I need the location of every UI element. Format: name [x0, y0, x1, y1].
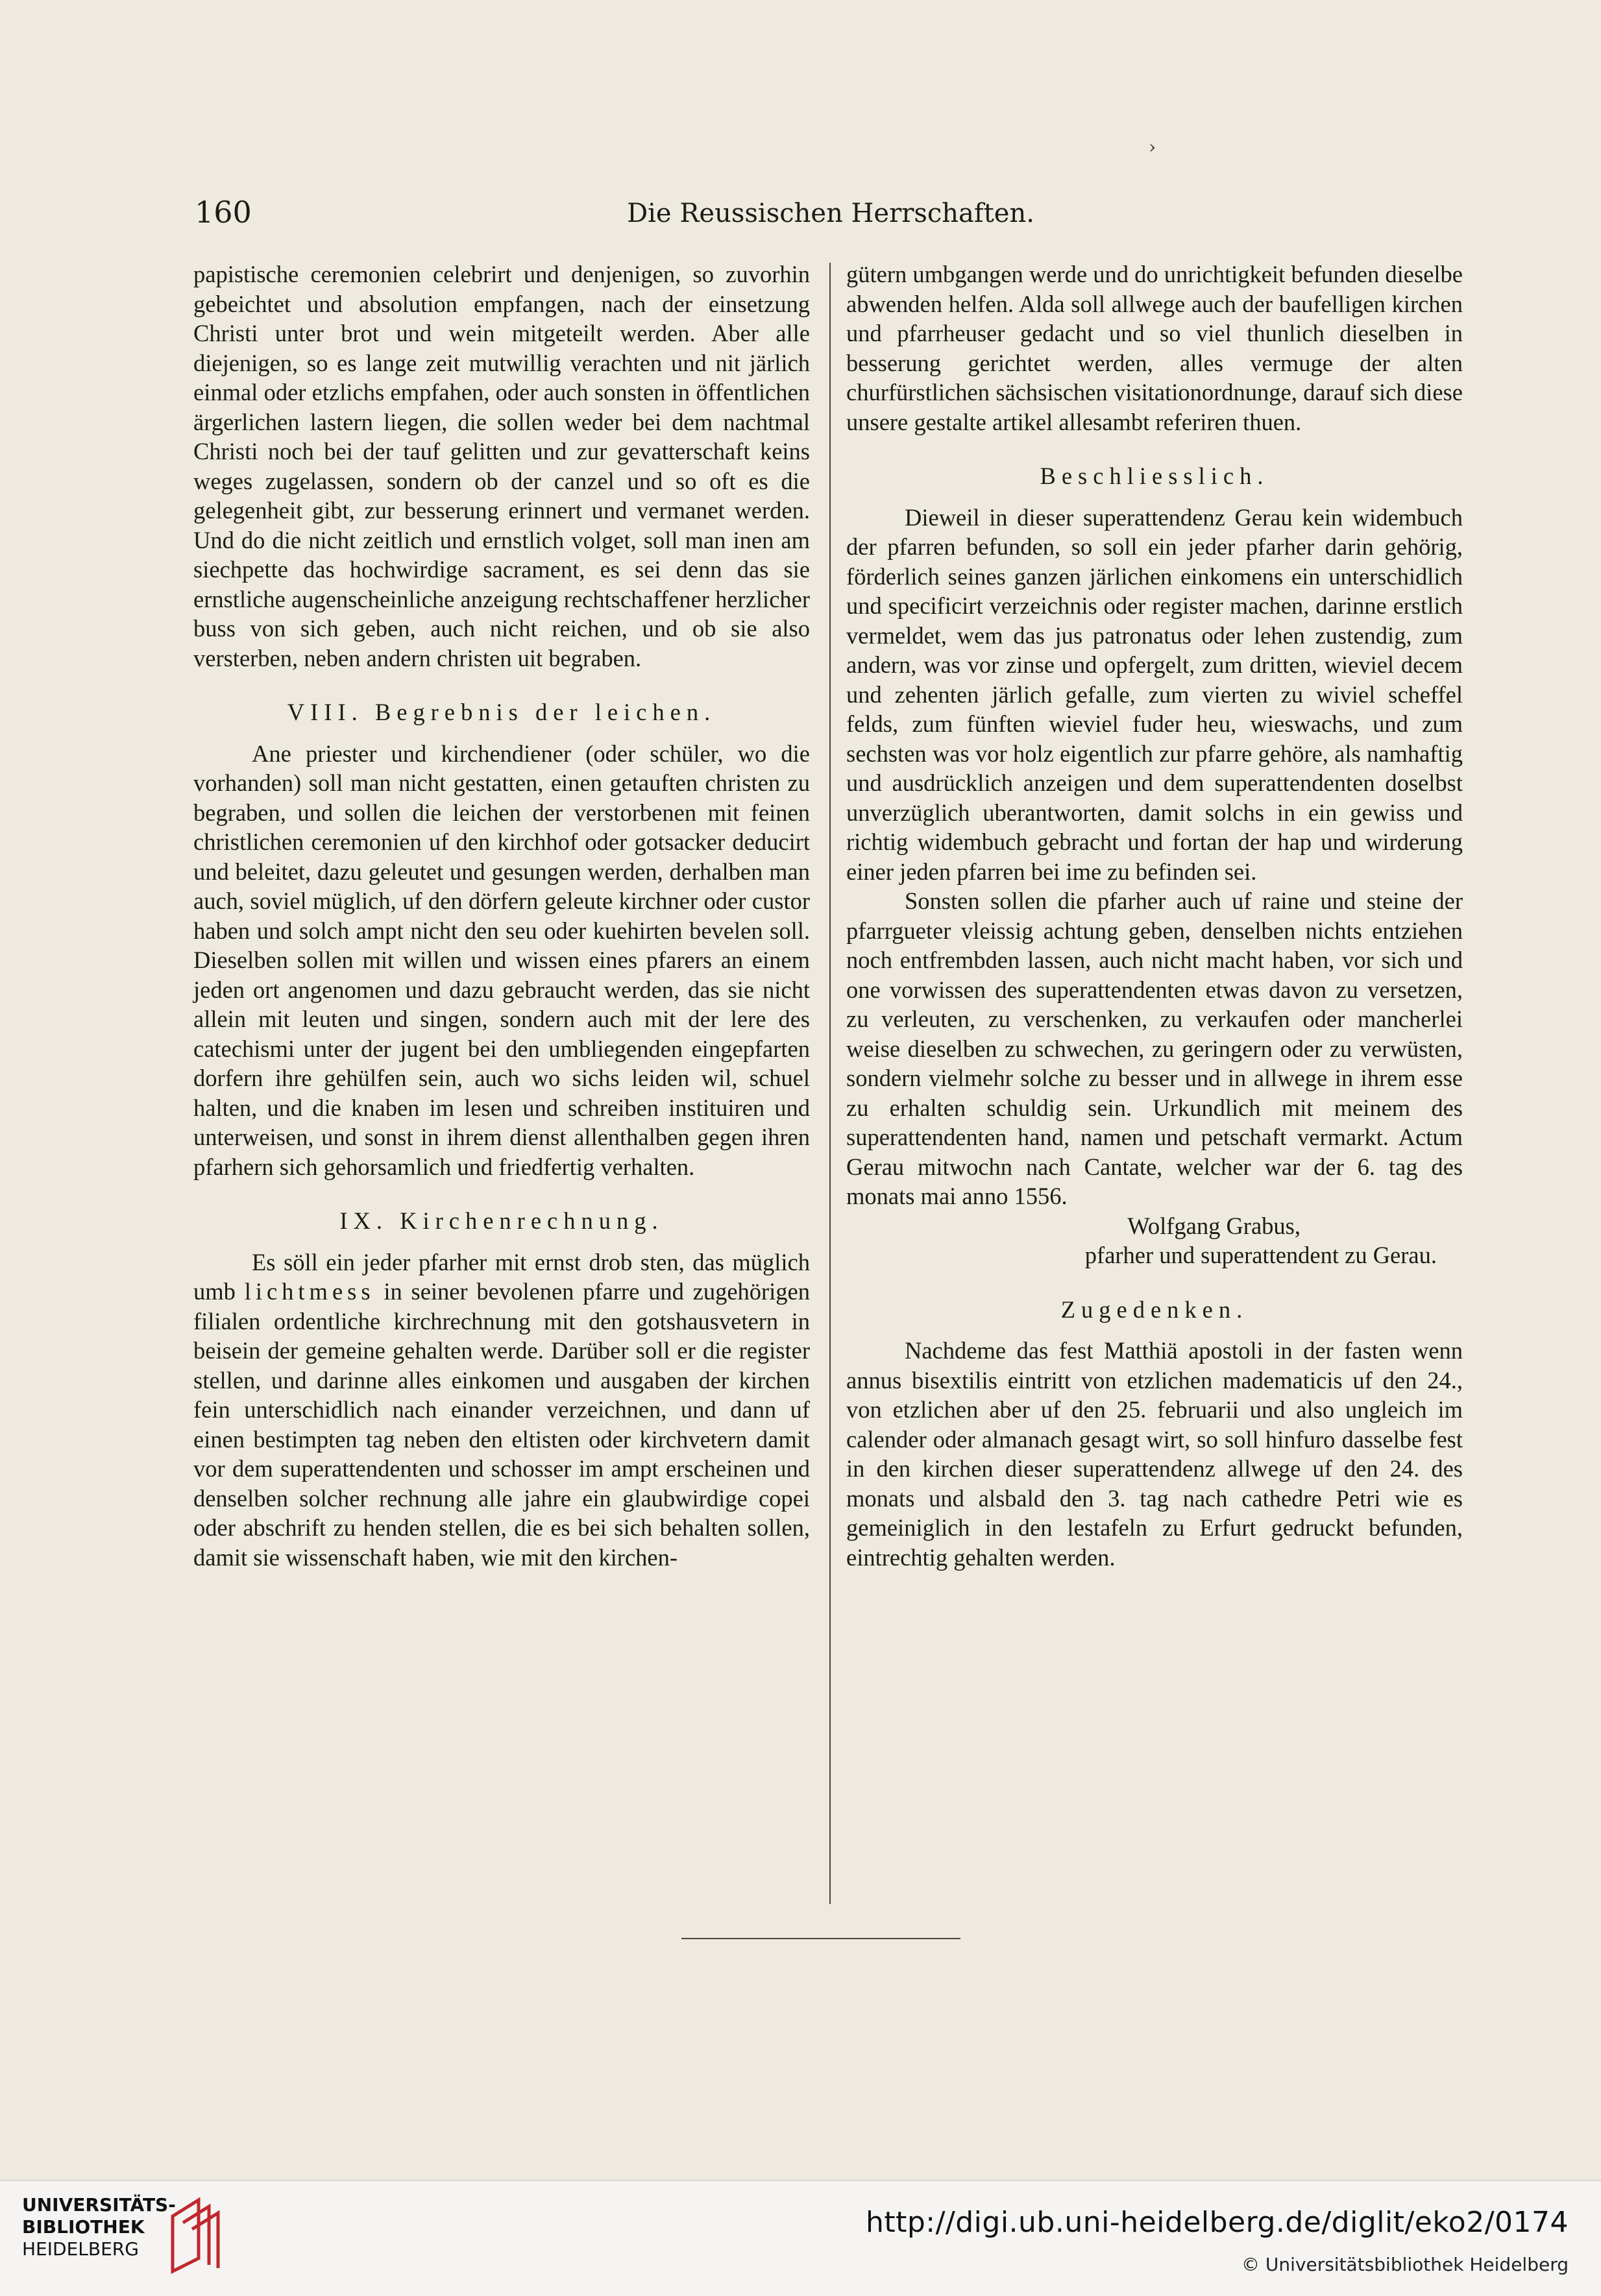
- signature-title: pfarher und superattendent zu Gerau.: [1084, 1242, 1437, 1268]
- running-title: Die Reussischen Herrschaften.: [627, 199, 1034, 228]
- section-heading-viii: [193, 697, 810, 727]
- logo-line: BIBLIOTHEK: [22, 2216, 145, 2238]
- column-divider: [829, 263, 831, 1904]
- left-column: [193, 260, 810, 1572]
- page-header: [195, 195, 1467, 234]
- ub-heidelberg-logo-icon: [160, 2197, 225, 2275]
- paragraph: gütern umbgangen werde und do unrichtigkeit befunden dieselbe abwenden helfen. Alda soll allwege auch der baufelligen kirchen und pfarrheuser gedacht und so viel thunlich dieselben in besserung gerichtet werden, alles vermuge der alten churfürstlichen sächsischen visitationordnunge, darauf sich diese unsere gestalte artikel allesambt referiren thuen.: [846, 261, 1463, 435]
- section-heading-beschliesslich: Beschliesslich.: [1040, 463, 1269, 489]
- paragraph-text: in seiner bevolenen pfarre und zugehörigen filialen ordentliche kirchrechnung mit den gotshausvetern in beisein der gemeine gehalten werde. Darüber soll er die register stellen, und darinne alles einkomen und ausgaben der kirchen fein unterschidlich nach einander verzeichnen, und dann uf einen bestimpten tag neben den eltisten oder kirchvetern damit vor dem superattendenten und schosser im ampt erscheinen und denselben solcher rechnung alle jahre ein glaubwirdige copei oder abschrift zu henden stellen, die es bei sich behalten sollen, damit sie wissenschaft haben, wie mit den kirchen-: [193, 1278, 811, 1571]
- section-title: Begrebnis der leichen.: [374, 699, 716, 725]
- section-numeral: VIII.: [287, 699, 363, 725]
- paragraph: [193, 1248, 810, 1573]
- emphasized-word: lichtmess: [244, 1278, 375, 1305]
- library-logo-text: [22, 2194, 176, 2260]
- logo-line: UNIVERSITÄTS-: [22, 2194, 176, 2216]
- library-footer: [0, 2180, 1601, 2296]
- page-number: 160: [195, 195, 252, 230]
- copyright-notice: © Universitätsbibliothek Heidelberg: [1241, 2254, 1569, 2275]
- paragraph: papistische ceremonien celebrirt und denjenigen, so zuvorhin gebeichtet und absolution empfangen, nach der einsetzung Christi unter brot und wein mitgeteilt werden. Aber alle diejenigen, so es lange zeit mutwillig verachten und nit järlich einmal oder etzlichs empfahen, oder auch sonsten in öffentlichen ärgerlichen lastern liegen, die sollen weder bei dem nachtmal Christi noch bei der tauf gelitten und zur gevatterschaft keins weges zugelassen, sondern ob der canzel und so oft es die gelegenheit gibt, zur besserung erinnert und vermanet werden. Und do die nicht zeitlich und ernstlich volget, soll man inen am siechpette das hochwirdige sacrament, es sei denn das sie ernstliche augenscheinliche anzeigung rechtschaffener herzlicher buss von sich geben, auch nicht reichen, und ob sie also versterben, neben andern christen uit begraben.: [193, 261, 810, 671]
- paragraph: Sonsten sollen die pfarher auch uf raine und steine der pfarrgueter vleissig achtung geben, denselben nichts entziehen noch entfrembden lassen, auch nicht macht haben, vor sich und one vorwissen des superattendenten etwas davon zu versetzen, zu verleuten, zu verschenken, zu verkaufen oder mancherlei weise dieselben zu schwechen, zu geringern oder zu verwüsten, sondern vielmehr solche zu besser und in allwege in ihrem esse zu erhalten schuldig sein. Urkundlich mit meinem des superattendenten hand, namen und petschaft vermarkt. Actum Gerau mitwochn nach Cantate, welcher war der 6. tag des monats mai anno 1556.: [846, 888, 1463, 1209]
- paragraph: Ane priester und kirchendiener (oder schüler, wo die vorhanden) soll man nicht gestatten, einen getauften christen zu begraben, und sollen die leichen der verstorbenen mit feinen christlichen ceremonien uf den kirchhof oder gotsacker deducirt und beleitet, dazu geleutet und gesungen werden, derhalben man auch, soviel müglich, uf den dörfern geleute kirchner oder custor haben und solch ampt nicht den seu oder kuehirten bevelen soll. Dieselben sollen mit willen und wissen eines pfarers an einem jeden ort angenomen und dazu gebraucht werden, das sie nicht allein mit leuten und singen, sondern auch mit der lere des catechismi unter der jugent bei den umbliegenden eingepfarten dorfern ihre gehülfen sein, auch wo sichs leiden wil, schuel halten, und die knaben im lesen und schreiben instituiren und unterweisen, und sonst in ihrem dienst allenthalben gegen ihren pfarhern sich gehorsamlich und friedfertig verhalten.: [193, 740, 810, 1180]
- paragraph: Dieweil in dieser superattendenz Gerau kein widembuch der pfarren befunden, so soll ein jeder pfarher darin gehörig, förderlich seines ganzen järlichen einkomens ein unterschidlich und specificirt verzeichnis oder register machen, darinne erstlich vermeldet, wem das jus patronatus oder lehen zustendig, zum andern, was vor zinse und opfergelt, zum dritten, wieviel decem und zehenten järlich gefalle, zum vierten zu wiviel scheffel felds, zum fünften wieviel fuder heu, wieswachs, und zum sechsten was vor holz eigentlich zur pfarre gehöre, als namhaftig und ausdrücklich anzeigen und dem superattendenten doselbst unverzüglich uberantworten, damit solchs in ein gewiss und richtig widembuch gebracht und fortan der hap und wirderung einer jeden pfarren bei ime zu befinden sei.: [846, 503, 1463, 885]
- logo-line: HEIDELBERG: [22, 2238, 139, 2260]
- paragraph-text: Es söll ein jeder pfarher mit ernst drob sten, das müglich umb: [193, 1248, 810, 1305]
- signature-name: Wolfgang Grabus,: [1127, 1212, 1301, 1239]
- section-title: Kirchenrechnung.: [400, 1207, 664, 1234]
- paragraph: Nachdeme das fest Matthiä apostoli in der fasten wenn annus bisextilis eintritt von etzlichen madematicis uf den 24., von etzlichen aber uf den 25. februarii und also ungleich im calender oder almanach gesagt wirt, so soll hinfuro dasselbe fest in den kirchen dieser superattendenz allwege uf den 24. des monats und alsbald den 3. tag nach cathedre Petri wie es gemeiniglich in den lestafeln zu Erfurt gedruckt befunden, eintrechtig gehalten werden.: [846, 1337, 1463, 1571]
- section-numeral: IX.: [339, 1207, 388, 1234]
- permalink-url[interactable]: http://digi.ub.uni-heidelberg.de/diglit/eko2/0174: [865, 2206, 1569, 2239]
- stray-mark: ›: [1149, 136, 1156, 158]
- end-rule: [681, 1938, 960, 1939]
- right-column: [846, 260, 1463, 1572]
- section-heading-zugedenken: Zugedenken.: [1060, 1296, 1249, 1323]
- section-heading-ix: [193, 1206, 810, 1236]
